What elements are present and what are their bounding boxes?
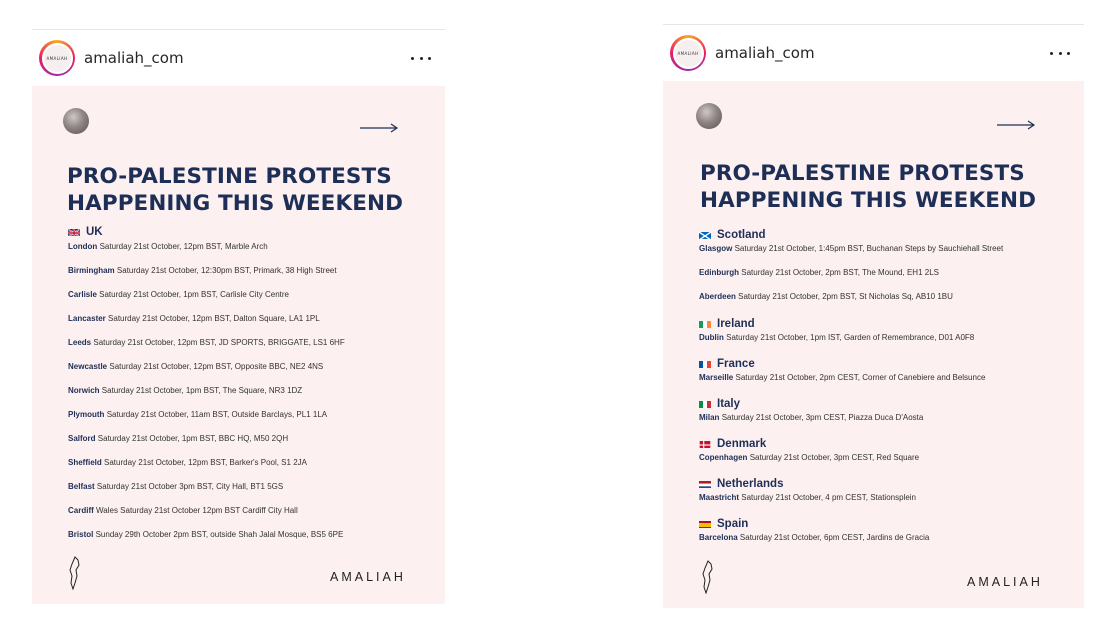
- event-row: [699, 372, 985, 390]
- event-city: Dublin: [699, 333, 724, 342]
- event-detail: Saturday 21st October, 12pm BST, Marble Arch: [99, 242, 268, 251]
- event-city: Sheffield: [68, 458, 102, 467]
- event-row: [699, 452, 919, 470]
- ireland-flag-icon: [699, 320, 711, 328]
- event-row: [68, 288, 345, 312]
- country-name: Netherlands: [717, 478, 784, 490]
- event-detail: Saturday 21st October, 4 pm CEST, Stationsplein: [741, 493, 917, 502]
- event-detail: Saturday 21st October, 11am BST, Outside Barclays, PL1 1LA: [106, 410, 328, 419]
- event-city: Maastricht: [699, 493, 740, 502]
- more-options-button[interactable]: [411, 48, 431, 68]
- country-section-denmark: [699, 436, 919, 470]
- country-heading: [699, 316, 974, 332]
- country-name: UK: [86, 226, 103, 238]
- post-europe: [663, 24, 1084, 608]
- event-row: [68, 360, 345, 384]
- country-heading: [699, 516, 929, 532]
- headline: [700, 160, 1036, 214]
- event-city: Lancaster: [68, 314, 106, 323]
- country-section-spain: [699, 516, 929, 550]
- profile-avatar[interactable]: [670, 35, 706, 71]
- event-city: London: [68, 242, 98, 251]
- event-row: [699, 332, 974, 350]
- post-uk: [32, 29, 445, 604]
- event-city: Cardiff: [68, 506, 94, 515]
- dot-icon: [428, 57, 431, 60]
- event-city: Belfast: [68, 482, 95, 491]
- event-city: Edinburgh: [699, 268, 739, 277]
- event-city: Norwich: [68, 386, 100, 395]
- denmark-flag-icon: [699, 440, 711, 448]
- country-heading: [68, 224, 345, 240]
- event-detail: Saturday 21st October 3pm BST, City Hall, BT1 5GS: [96, 482, 284, 491]
- event-city: Milan: [699, 413, 720, 422]
- post-image-card[interactable]: [32, 86, 445, 604]
- country-section-netherlands: [699, 476, 916, 510]
- event-city: Salford: [68, 434, 96, 443]
- country-heading: [699, 396, 923, 412]
- headline: [67, 163, 403, 217]
- country-name: Spain: [717, 518, 749, 530]
- country-name: Scotland: [717, 229, 766, 241]
- profile-avatar[interactable]: [39, 40, 75, 76]
- dot-icon: [411, 57, 414, 60]
- author-photo: [696, 103, 722, 129]
- france-flag-icon: [699, 360, 711, 368]
- event-detail: Wales Saturday 21st October 12pm BST Cardiff City Hall: [96, 506, 298, 515]
- event-city: Newcastle: [68, 362, 108, 371]
- event-detail: Saturday 21st October, 3pm CEST, Piazza Duca D'Aosta: [721, 413, 924, 422]
- event-detail: Saturday 21st October, 1pm BST, The Square, NR3 1DZ: [101, 386, 303, 395]
- post-header: [32, 29, 445, 86]
- event-row: [699, 267, 1003, 291]
- username-link[interactable]: amaliah_com: [715, 44, 815, 62]
- event-row: [68, 408, 345, 432]
- dot-icon: [420, 57, 423, 60]
- event-detail: Saturday 21st October, 1pm BST, Carlisle City Centre: [99, 290, 289, 299]
- event-detail: Saturday 21st October, 3pm CEST, Red Square: [749, 453, 920, 462]
- event-city: Marseille: [699, 373, 734, 382]
- event-row: [699, 492, 916, 510]
- country-section-france: [699, 356, 985, 390]
- event-detail: Saturday 21st October, 2pm BST, The Mound, EH1 2LS: [741, 268, 939, 277]
- event-row: [68, 528, 345, 552]
- dot-icon: [1050, 52, 1053, 55]
- headline-line-2: HAPPENING THIS WEEKEND: [700, 188, 1037, 213]
- arrow-right-icon: [996, 119, 1036, 131]
- event-city: Plymouth: [68, 410, 105, 419]
- author-photo: [63, 108, 89, 134]
- netherlands-flag-icon: [699, 480, 711, 488]
- event-detail: Saturday 21st October, 12pm BST, Dalton Square, LA1 1PL: [108, 314, 320, 323]
- spain-flag-icon: [699, 520, 711, 528]
- more-options-button[interactable]: [1050, 43, 1070, 63]
- event-row: [68, 456, 345, 480]
- event-detail: Sunday 29th October 2pm BST, outside Shah Jalal Mosque, BS5 6PE: [95, 530, 344, 539]
- palestine-map-icon: [68, 556, 82, 590]
- country-section-ireland: [699, 316, 974, 350]
- event-city: Barcelona: [699, 533, 738, 542]
- event-row: [68, 504, 345, 528]
- avatar-logo-text: AMALIAH: [42, 43, 73, 74]
- post-image-card[interactable]: [663, 81, 1084, 608]
- event-city: Copenhagen: [699, 453, 748, 462]
- dot-icon: [1067, 52, 1070, 55]
- brand-logo-text: AMALIAH: [967, 575, 1043, 589]
- event-row: [68, 240, 345, 264]
- event-city: Leeds: [68, 338, 92, 347]
- event-detail: Saturday 21st October, 12pm BST, Barker's Pool, S1 2JA: [104, 458, 307, 467]
- event-row: [68, 312, 345, 336]
- country-heading: [699, 476, 916, 492]
- country-heading: [699, 356, 985, 372]
- event-detail: Saturday 21st October, 6pm CEST, Jardins de Gracia: [739, 533, 930, 542]
- event-city: Carlisle: [68, 290, 97, 299]
- event-city: Birmingham: [68, 266, 115, 275]
- event-row: [699, 291, 1003, 309]
- event-row: [699, 532, 929, 550]
- event-city: Aberdeen: [699, 292, 736, 301]
- event-city: Glasgow: [699, 244, 733, 253]
- event-detail: Saturday 21st October, 12pm BST, JD SPORTS, BRIGGATE, LS1 6HF: [93, 338, 345, 347]
- event-row: [68, 264, 345, 288]
- country-section-uk: [68, 224, 345, 552]
- country-name: France: [717, 358, 755, 370]
- event-detail: Saturday 21st October, 1pm BST, BBC HQ, M50 2QH: [97, 434, 289, 443]
- country-name: Denmark: [717, 438, 767, 450]
- dot-icon: [1059, 52, 1062, 55]
- arrow-right-icon: [359, 122, 399, 134]
- country-section-scotland: [699, 227, 1003, 309]
- country-section-italy: [699, 396, 923, 430]
- country-name: Ireland: [717, 318, 755, 330]
- scotland-flag-icon: [699, 231, 711, 239]
- event-detail: Saturday 21st October, 1pm IST, Garden of Remembrance, D01 A0F8: [726, 333, 975, 342]
- event-detail: Saturday 21st October, 2pm BST, St Nicholas Sq, AB10 1BU: [738, 292, 953, 301]
- event-row: [68, 384, 345, 408]
- event-row: [68, 480, 345, 504]
- event-row: [699, 243, 1003, 267]
- event-row: [699, 412, 923, 430]
- country-name: Italy: [717, 398, 741, 410]
- username-link[interactable]: amaliah_com: [84, 49, 184, 67]
- event-detail: Saturday 21st October, 12:30pm BST, Primark, 38 High Street: [116, 266, 337, 275]
- event-row: [68, 432, 345, 456]
- event-detail: Saturday 21st October, 1:45pm BST, Buchanan Steps by Sauchiehall Street: [734, 244, 1004, 253]
- brand-logo-text: AMALIAH: [330, 570, 406, 584]
- event-detail: Saturday 21st October, 2pm CEST, Corner of Canebiere and Belsunce: [735, 373, 986, 382]
- event-city: Bristol: [68, 530, 94, 539]
- country-heading: [699, 227, 1003, 243]
- post-header: [663, 24, 1084, 81]
- avatar-logo-text: AMALIAH: [673, 38, 704, 69]
- country-heading: [699, 436, 919, 452]
- headline-line-2: HAPPENING THIS WEEKEND: [67, 191, 404, 216]
- headline-line-1: PRO-PALESTINE PROTESTS: [67, 164, 392, 189]
- headline-line-1: PRO-PALESTINE PROTESTS: [700, 161, 1025, 186]
- uk-flag-icon: [68, 228, 80, 236]
- palestine-map-icon: [701, 560, 715, 594]
- event-detail: Saturday 21st October, 12pm BST, Opposite BBC, NE2 4NS: [109, 362, 324, 371]
- event-row: [68, 336, 345, 360]
- italy-flag-icon: [699, 400, 711, 408]
